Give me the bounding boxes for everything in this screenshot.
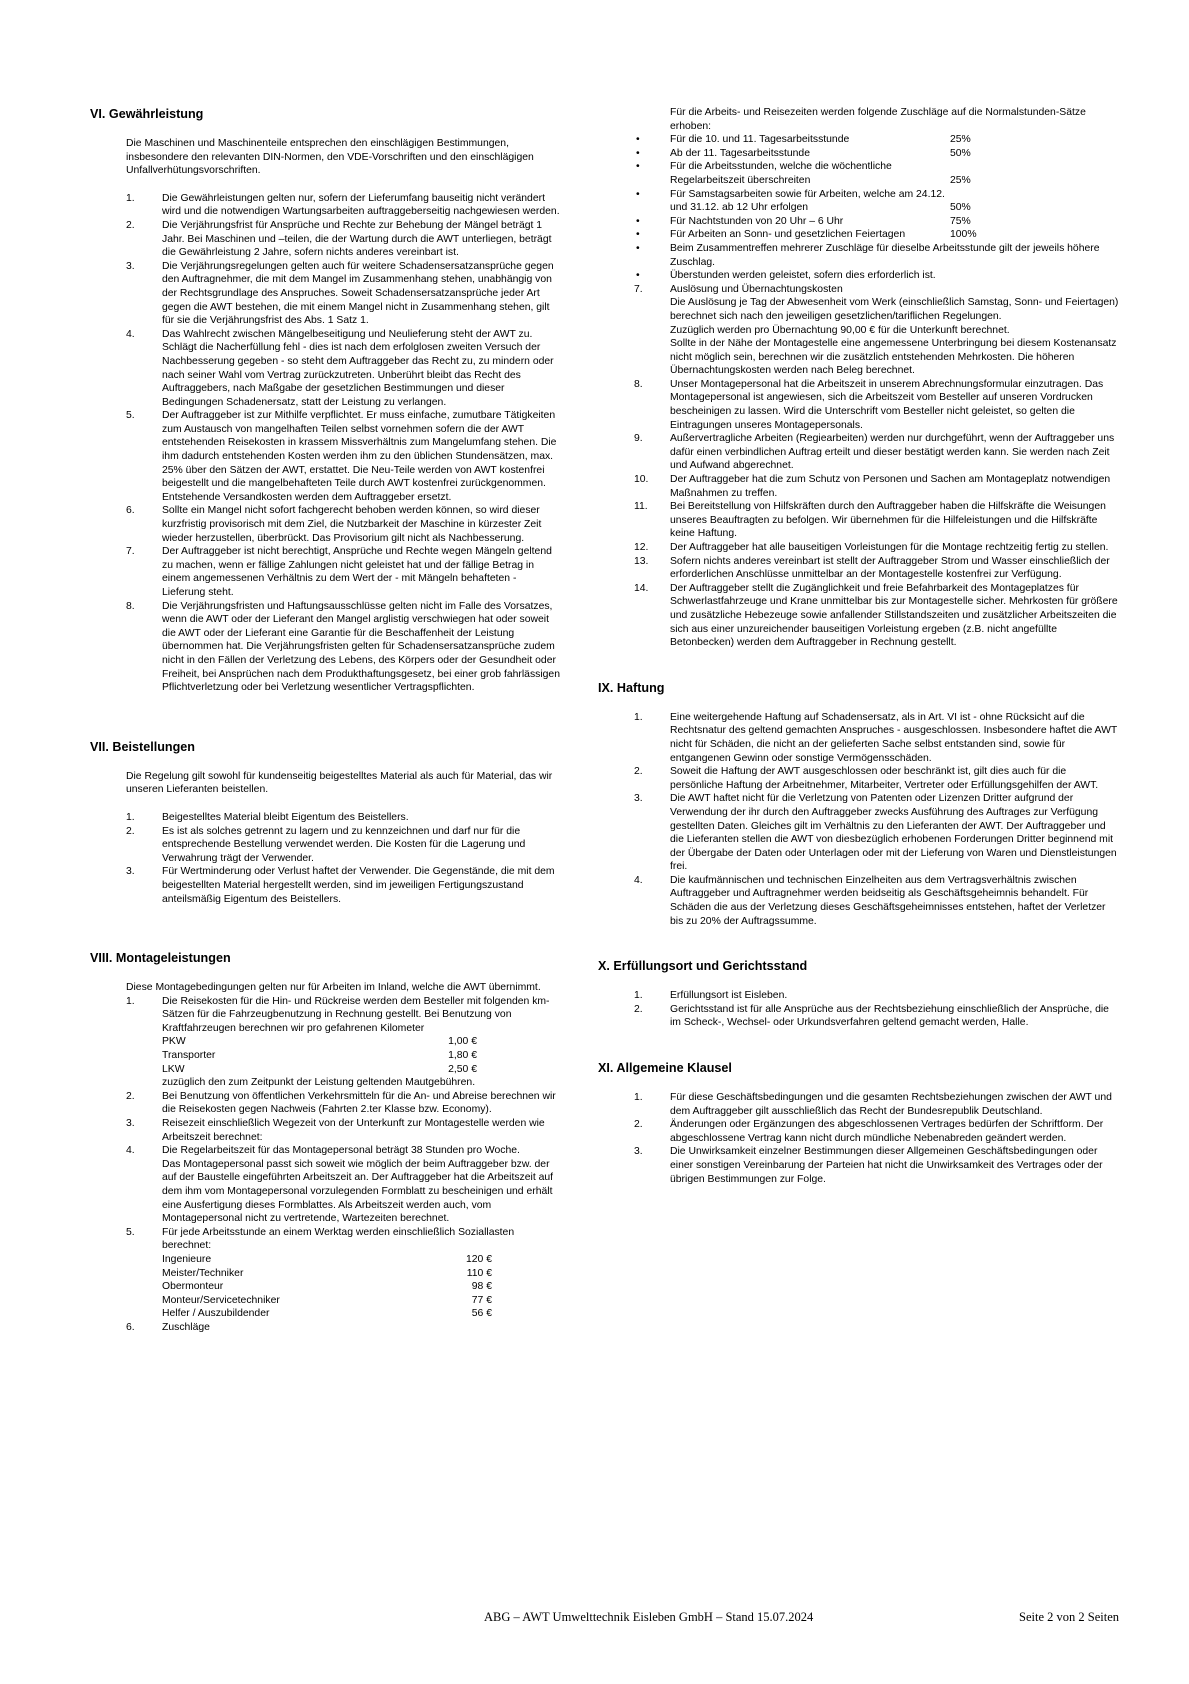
clause-number: 5.	[126, 1226, 135, 1238]
clause-number: 3.	[634, 1146, 643, 1158]
clause-text: Der Auftraggeber ist zur Mithilfe verpflichtet. Er muss einfache, zumutbare Tätigkeiten zum Austausch von mangelhaften Teilen selbst vornehmen sofern die der AWT entstehenden Reisekosten in krassem Missverhältnis zum Mangelumfang stehen. Die ihm dadurch entstehenden Kosten werden ihm zu den üblichen Stundensätzen, max. 25% über den Sätzen der AWT, erstattet. Die Neu-Teile werden von AWT kostenfrei beigestellt und die mangelbehafteten Teile durch AWT kostenfrei zurückgenommen. Entstehende Versandkosten werden dem Auftraggeber ersetzt.	[162, 410, 557, 503]
clause-text: Die Regelarbeitszeit für das Montagepersonal beträgt 38 Stunden pro Woche.	[162, 1145, 520, 1157]
section-intro: Diese Montagebedingungen gelten nur für Arbeiten im Inland, welche die AWT übernimmt.	[126, 982, 541, 994]
surcharge-item	[670, 160, 1120, 187]
surcharge-item	[670, 133, 1120, 147]
surcharge-value: 25%	[950, 134, 971, 146]
clause-number: 5.	[126, 410, 135, 422]
clause-text: Erfüllungsort ist Eisleben.	[670, 990, 788, 1002]
surcharge-item	[670, 228, 1120, 242]
rate-label: PKW	[162, 1036, 186, 1048]
clause-item	[90, 811, 560, 825]
clause-item	[90, 995, 560, 1090]
clause-item	[90, 1090, 560, 1117]
clause-text: Beigestelltes Material bleibt Eigentum des Beistellers.	[162, 811, 409, 823]
section-montageleistungen-continued	[598, 106, 1120, 650]
rate-value: 1,00 €	[448, 1036, 477, 1048]
clause-item	[598, 500, 1120, 541]
clause-list	[90, 811, 560, 906]
clause-item	[90, 504, 560, 545]
clause-text: Änderungen oder Ergänzungen des abgeschlossenen Vertrages bedürfen der Schriftform. Der abgeschlossene Vertrag kann nicht durch mündliche Nebenabreden geändert werden.	[670, 1119, 1104, 1144]
clause-number: 3.	[126, 260, 135, 272]
clause-number: 4.	[126, 328, 135, 340]
clause-item	[90, 1226, 560, 1321]
clause-number: 8.	[634, 378, 643, 390]
clause-text: Eine weitergehende Haftung auf Schadensersatz, als in Art. VI ist - ohne Rücksicht auf die Rechtsnatur des geltend gemachten Anspruches - ausgeschlossen. Insbesondere haftet die AWT nicht für Schäden, die nicht an der gelieferten Sache selbst entstanden sind, sowie für entgangenen Gewinn oder sonstige Vermögensschäden.	[670, 711, 1118, 764]
clause-list	[90, 192, 560, 695]
clause-number: 2.	[126, 219, 135, 231]
wage-value: 98 €	[471, 1281, 492, 1293]
footer-company-stand: ABG – AWT Umwelttechnik Eisleben GmbH – Stand 15.07.2024	[484, 1610, 814, 1624]
clause-item	[598, 874, 1120, 928]
section-intro: Die Maschinen und Maschinenteile entsprechen den einschlägigen Bestimmungen, insbesondere den relevanten DIN-Normen, den VDE-Vorschriften und den einschlägigen Unfallverhütungsvorschriften.	[126, 138, 534, 177]
clause-text: Für jede Arbeitsstunde an einem Werktag werden einschließlich Soziallasten berechnet:	[162, 1226, 515, 1252]
clause-list	[598, 711, 1120, 929]
surcharge-item	[670, 147, 1120, 161]
clause-number: 1.	[126, 192, 135, 204]
clause-number: 11.	[634, 501, 648, 513]
clause-number: 2.	[634, 1003, 643, 1015]
clause-list	[90, 995, 560, 1335]
clause-number: 8.	[126, 600, 135, 612]
clause-text: Die Unwirksamkeit einzelner Bestimmungen dieser Allgemeinen Geschäftsbedingungen oder einer sonstigen Vereinbarung der Parteien hat nicht die Unwirksamkeit des Vertrages oder der übrigen Bestimmungen zur Folge.	[670, 1146, 1103, 1185]
footer-page-number: Seite 2 von 2 Seiten	[1019, 1610, 1119, 1624]
clause-text: Die Verjährungsfrist für Ansprüche und Rechte zur Behebung der Mängel beträgt 1 Jahr. Bei Maschinen und –teilen, die der Wartung durch die AWT unterliegen, beträgt die Gewährleistung 2 Jahre, sofern nichts anderes vereinbart ist.	[162, 219, 552, 259]
clause-number: 1.	[126, 811, 135, 823]
clause-item	[90, 260, 560, 328]
clause-item	[598, 432, 1120, 473]
clause-text: Die Verjährungsregelungen gelten auch für weitere Schadensersatzansprüche gegen den Auftragnehmer, die mit dem Mangel im Zusammenhang stehen, unabhängig von der Rechtsgrundlage des Anspruches. Soweit Schadensersatzansprüche jeder Art gegen die AWT bestehen, die mit einem Mangel nicht in Zusammenhang stehen, gilt für sie die Verjährungsfrist des Abs. 1 Satz 1.	[162, 260, 554, 327]
surcharge-value: 50%	[950, 202, 971, 214]
clause-number: 2.	[634, 1119, 643, 1131]
clause-item	[90, 409, 560, 504]
wage-label: Helfer / Auszubildender	[162, 1308, 270, 1320]
clause-number: 10.	[634, 474, 649, 486]
clause-item	[90, 219, 560, 260]
rate-value: 2,50 €	[448, 1063, 477, 1075]
clause-item	[598, 711, 1120, 765]
clause-item	[598, 765, 1120, 792]
clause-text: Sollte ein Mangel nicht sofort fachgerecht behoben werden können, so wird dieser kurzfristig provisorisch mit dem Ziel, die Nutzbarkeit der Maschine in kürzester Zeit wieder herzustellen, überbrückt. Das Provisorium gilt nicht als Nachbesserung.	[162, 505, 542, 544]
clause-text: Die Auslösung je Tag der Abwesenheit vom Werk (einschließlich Samstag, Sonn- und Feiertagen) berechnet sich nach den jeweiligen gesetzlichen/tariflichen Regelungen.	[670, 297, 1119, 322]
surcharge-label: • Für Samstagsarbeiten sowie für Arbeiten, welche am 24.12. und 31.12. ab 12 Uhr erfolgen	[670, 188, 945, 214]
clause-text: Die AWT haftet nicht für die Verletzung von Patenten oder Lizenzen Dritter aufgrund der Verwendung der ihr durch den Auftraggeber zwecks Ausführung des Auftrages zur Verfügung gestellten Daten. Gleiches gilt im Verhältnis zu den Lieferanten der AWT. Der Auftraggeber und die Lieferanten stellen die AWT von diesbezüglich erhobenen Forderungen Dritter beginnend mit der Übergabe der Daten oder Unterlagen oder mit der Lieferung von Waren und Dienstleistungen frei.	[670, 793, 1117, 873]
surcharge-value: 75%	[950, 215, 971, 227]
clause-item	[598, 378, 1120, 432]
section-gewaehrleistung	[90, 106, 560, 695]
clause-item	[598, 989, 1120, 1003]
clause-item	[598, 283, 1120, 378]
clause-item	[598, 1145, 1120, 1186]
clause-text: Der Auftraggeber stellt die Zugänglichkeit und freie Befahrbarkeit des Montageplatzes für Schwerlastfahrzeuge und Krane unmittelbar bis zur Montagestelle sicher. Mehrkosten für größere und zusätzliche Hebezeuge sowie anfallender Stillstandszeiten und zusätzlicher Arbeitszeiten die sich aus einer unzureichender bauseitigen Vorleistung ergeben (z.B. nicht angefüllte Betonbecken) werden dem Auftraggeber in Rechnung gestellt.	[670, 582, 1118, 649]
clause-list	[598, 283, 1120, 650]
clause-text: Außervertragliche Arbeiten (Regiearbeiten) werden nur durchgeführt, wenn der Auftraggeber uns dafür einen verbindlichen Auftrag erteilt und dieser bestätigt werden kann. Sie werden nach Zeit und Aufwand abgerechnet.	[670, 433, 1115, 472]
clause-item	[90, 825, 560, 866]
rate-label: Transporter	[162, 1050, 216, 1062]
clause-item	[598, 1118, 1120, 1145]
surcharge-list	[598, 133, 1120, 283]
section-title: IX. Haftung	[598, 680, 665, 695]
clause-number: 12.	[634, 542, 649, 553]
clause-number: 9.	[634, 433, 643, 445]
clause-text: Sollte in der Nähe der Montagestelle eine angemessene Unterbringung bei diesem Kostenansatz nicht möglich sein, berechnen wir die zusätzlich entstehenden Mehrkosten. Die höheren Übernachtungskosten werden nach Beleg berechnet.	[670, 338, 1117, 377]
wage-label: Meister/Techniker	[162, 1267, 244, 1279]
clause-number: 2.	[126, 825, 135, 837]
clause-text: Unser Montagepersonal hat die Arbeitszeit in unserem Abrechnungsformular einzutragen. Das Montagepersonal ist angewiesen, sich die Arbeitszeit vom Besteller auf unseren Vordrucken bescheinigen zu lassen. Wird die Unterschrift vom Besteller nicht geleistet, so gelten die Eintragungen unseres Montagepersonals.	[670, 378, 1104, 431]
clause-text: Die kaufmännischen und technischen Einzelheiten aus dem Vertragsverhältnis zwischen Auftraggeber und Auftragnehmer werden beidseitig als Geschäftsgeheimnis behandelt. Für Schäden die aus der Verletzung dieses Geschäftsgeheimnisses entstehen, haftet der Verletzer bis zu 20% der Auftragssumme.	[670, 874, 1106, 927]
clause-item	[598, 1003, 1120, 1030]
surcharge-value: 25%	[950, 174, 971, 186]
clause-text: Zuschläge	[162, 1321, 210, 1333]
surcharge-item	[670, 215, 1120, 229]
wage-label: Obermonteur	[162, 1281, 224, 1293]
section-intro: Die Regelung gilt sowohl für kundenseitig beigestelltes Material als auch für Material, das wir unseren Lieferanten beistellen.	[126, 770, 553, 796]
clause-number: 1.	[634, 711, 643, 723]
section-allgemeine-klausel	[598, 1060, 1120, 1186]
clause-number: 3.	[634, 793, 643, 805]
clause-number: 2.	[126, 1090, 135, 1102]
surcharge-label: • Für Arbeiten an Sonn- und gesetzlichen Feiertagen	[670, 229, 906, 241]
clause-text: Für diese Geschäftsbedingungen und die gesamten Rechtsbeziehungen zwischen der AWT und dem Auftraggeber gilt ausschließlich das Recht der Bundesrepublik Deutschland.	[670, 1092, 1112, 1117]
wage-label: Monteur/Servicetechniker	[162, 1294, 280, 1306]
wage-value: 120 €	[465, 1253, 492, 1265]
clause-list	[598, 1091, 1120, 1186]
clause-number: 14.	[634, 582, 649, 594]
surcharge-item	[670, 188, 1120, 215]
clause-text: Sofern nichts anderes vereinbart ist stellt der Auftraggeber Strom und Wasser einschließlich der erforderlichen Anschlüsse unmittelbar an der Montagestelle kostenfrei zur Verfügung.	[670, 555, 1110, 581]
surcharge-intro: Für die Arbeits- und Reisezeiten werden folgende Zuschläge auf die Normalstunden-Sätze erhoben:	[670, 107, 1086, 132]
hourly-rate-table	[162, 1253, 560, 1321]
clause-item	[598, 1091, 1120, 1118]
clause-number: 6.	[126, 1321, 135, 1333]
surcharge-value: 100%	[950, 229, 977, 241]
clause-text: Soweit die Haftung der AWT ausgeschlossen oder beschränkt ist, gilt dies auch für die persönliche Haftung der Arbeitnehmer, Mitarbeiter, Vertreter oder Erfüllungsgehilfen der AWT.	[670, 766, 1099, 791]
clause-number: 3.	[126, 1118, 135, 1130]
clause-text: Der Auftraggeber ist nicht berechtigt, Ansprüche und Rechte wegen Mängeln geltend zu machen, wenn er fällige Zahlungen nicht geleistet hat und der fällige Betrag in einem angemessenen Verhältnis zu dem Wert der - mit Mängeln behafteten - Lieferung steht.	[162, 546, 552, 598]
clause-item	[90, 1117, 560, 1144]
clause-item	[90, 600, 560, 695]
clause-item	[90, 1144, 560, 1226]
clause-number: 7.	[126, 546, 135, 558]
clause-text: Es ist als solches getrennt zu lagern und zu kennzeichnen und darf nur für die entsprechende Bestellung verwendet werden. Die Kosten für die Lagerung und Verwahrung trägt der Verwender.	[162, 825, 526, 864]
clause-item	[598, 792, 1120, 874]
clause-number: 13.	[634, 555, 649, 567]
clause-number: 1.	[634, 1092, 643, 1104]
clause-number: 4.	[634, 874, 643, 886]
clause-item	[90, 328, 560, 410]
wage-value: 77 €	[471, 1294, 492, 1306]
clause-item	[90, 545, 560, 599]
clause-text: Die Verjährungsfristen und Haftungsausschlüsse gelten nicht im Falle des Vorsatzes, wenn die AWT oder der Lieferant den Mangel arglistig verschwiegen hat oder soweit die AWT oder der Lieferant eine Garantie für die Beschaffenheit der Leistung übernommen hat. Die Verjährungsfristen gelten für Schadensersatzansprüche zudem nicht in den Fällen der Verletzung des Lebens, des Körpers oder der Gesundheit oder Freiheit, bei Ansprüchen nach dem Produkthaftungsgesetz, bei einer grob fahrlässigen Pflichtverletzung oder bei Verletzung wesentlicher Vertragspflichten.	[162, 600, 560, 694]
clause-text: Bei Benutzung von öffentlichen Verkehrsmitteln für die An- und Abreise berechnen wir die Reisekosten gegen Nachweis (Fahrten 2.ter Klasse bzw. Economy).	[162, 1090, 556, 1116]
section-erfuellungsort	[598, 958, 1120, 1030]
rate-value: 1,80 €	[448, 1050, 477, 1062]
clause-text: Die Gewährleistungen gelten nur, sofern der Lieferumfang bauseitig nicht verändert wird und die notwendigen Wartungsarbeiten auftraggeberseitig nachgewiesen werden.	[162, 192, 560, 218]
wage-value: 56 €	[471, 1308, 492, 1320]
clause-number: 1.	[126, 995, 135, 1007]
clause-number: 7.	[634, 283, 643, 295]
clause-item	[598, 582, 1120, 650]
clause-text: Das Montagepersonal passt sich soweit wie möglich der beim Auftraggeber bzw. der auf der Baustelle eingeführten Arbeitszeit an. Der Auftraggeber hat die Arbeitszeit auf dem ihm vom Montagepersonal vorzulegenden Formblatt zu bescheinigen und erhält eine Ausfertigung dieses Formblattes. Als Arbeitszeit werden auch, vom Montagepersonal nicht zu vertretende, Wartezeiten berechnet.	[162, 1158, 554, 1225]
clause-text: Das Wahlrecht zwischen Mängelbeseitigung und Neulieferung steht der AWT zu. Schlägt die Nacherfüllung fehl - dies ist nach dem erfolglosen zweiten Versuch der Nachbesserung gegeben - so steht dem Auftraggeber das Recht zu, zu mindern oder nach seiner Wahl vom Vertrag zurückzutreten. Unberührt bleibt das Recht des Auftraggebers, nach Maßgabe der gesetzlichen Bestimmungen und dieser Bedingungen Schadenersatz, statt der Leistung zu verlangen.	[162, 328, 554, 408]
clause-item	[598, 555, 1120, 582]
clause-heading: Auslösung und Übernachtungskosten	[670, 283, 843, 295]
surcharge-label: • Für die 10. und 11. Tagesarbeitsstunde	[670, 134, 850, 146]
clause-item	[598, 541, 1120, 555]
clause-text: Der Auftraggeber hat die zum Schutz von Personen und Sachen am Montageplatz notwendigen Maßnahmen zu treffen.	[670, 474, 1111, 499]
clause-text: Gerichtsstand ist für alle Ansprüche aus der Rechtsbeziehung einschließlich der Ansprüche, die im Scheck-, Wechsel- oder Urkundsverfahren geltend gemacht werden, Halle.	[670, 1003, 1109, 1029]
surcharge-value: 50%	[950, 147, 971, 159]
right-column	[598, 106, 1120, 1186]
left-column	[90, 106, 560, 1335]
clause-item	[90, 1321, 560, 1335]
clause-number: 1.	[634, 990, 643, 1002]
clause-number: 4.	[126, 1145, 135, 1157]
surcharge-note: • Überstunden werden geleistet, sofern dies erforderlich ist.	[670, 269, 1120, 283]
surcharge-label: • Für die Arbeitsstunden, welche die wöchentliche Regelarbeitszeit überschreiten	[670, 161, 892, 186]
clause-text: Bei Bereitstellung von Hilfskräften durch den Auftraggeber haben die Hilfskräfte die Weisungen unseres Beauftragten zu befolgen. Wir übernehmen für die Hilfeleistungen und die Hilfskräfte keine Haftung.	[670, 501, 1106, 540]
section-title: VII. Beistellungen	[90, 739, 195, 754]
clause-item	[90, 192, 560, 219]
clause-number: 2.	[634, 766, 643, 778]
wage-label: Ingenieure	[162, 1253, 212, 1265]
clause-text: Zuzüglich werden pro Übernachtung 90,00 € für die Unterkunft berechnet.	[670, 324, 1010, 336]
surcharge-label: • Ab der 11. Tagesarbeitsstunde	[670, 147, 810, 159]
section-title: VIII. Montageleistungen	[90, 951, 231, 966]
clause-number: 3.	[126, 866, 135, 878]
clause-note: zuzüglich den zum Zeitpunkt der Leistung geltenden Mautgebühren.	[162, 1077, 476, 1089]
clause-text: Reisezeit einschließlich Wegezeit von der Unterkunft zur Montagestelle werden wie Arbeitszeit berechnet:	[162, 1118, 545, 1143]
clause-text: Die Reisekosten für die Hin- und Rückreise werden dem Besteller mit folgenden km-Sätzen für die Fahrzeugbenutzung in Rechnung gestellt. Bei Benutzung von Kraftfahrzeugen berechnen wir pro gefahrenen Kilometer	[162, 995, 550, 1034]
clause-number: 6.	[126, 505, 135, 517]
wage-value: 110 €	[466, 1267, 492, 1279]
surcharge-note: • Beim Zusammentreffen mehrerer Zuschläge für dieselbe Arbeitsstunde gilt der jeweils höhere Zuschlag.	[670, 242, 1120, 269]
section-title: X. Erfüllungsort und Gerichtsstand	[598, 959, 808, 974]
clause-text: Für Wertminderung oder Verlust haftet der Verwender. Die Gegenstände, die mit dem beigestellten Material hergestellt werden, sind im jeweiligen Fertigungszustand anteilsmäßig Eigentum des Beistellers.	[162, 866, 555, 905]
rate-label: LKW	[162, 1063, 185, 1075]
section-montageleistungen	[90, 950, 560, 1334]
section-haftung	[598, 680, 1120, 929]
clause-item	[90, 865, 560, 906]
section-title: XI. Allgemeine Klausel	[598, 1061, 732, 1076]
clause-item	[598, 473, 1120, 500]
section-beistellungen	[90, 739, 560, 906]
clause-text: Der Auftraggeber hat alle bauseitigen Vorleistungen für die Montage rechtzeitig fertig zu stellen.	[670, 542, 1109, 553]
section-title: VI. Gewährleistung	[90, 107, 204, 121]
clause-list	[598, 989, 1120, 1030]
km-rate-table	[162, 1035, 560, 1076]
surcharge-label: • Für Nachtstunden von 20 Uhr – 6 Uhr	[670, 215, 844, 227]
